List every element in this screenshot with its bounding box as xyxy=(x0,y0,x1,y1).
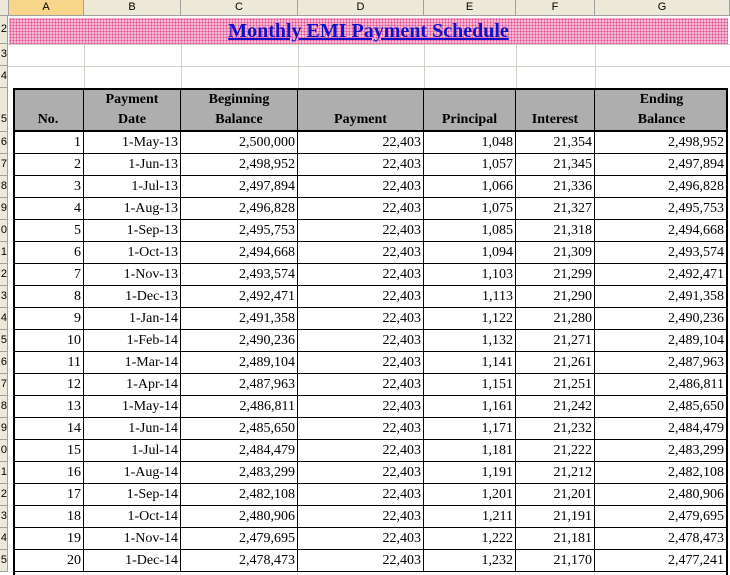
cell-principal[interactable]: 1,211 xyxy=(424,506,516,528)
cell-principal[interactable]: 1,181 xyxy=(424,440,516,462)
cell-payment[interactable]: 22,403 xyxy=(298,440,424,462)
cell-principal[interactable]: 1,066 xyxy=(424,176,516,198)
cell-beginning-balance[interactable]: 2,478,473 xyxy=(181,550,298,572)
cell-beginning-balance[interactable]: 2,483,299 xyxy=(181,462,298,484)
cell-no[interactable]: 20 xyxy=(15,550,84,572)
cell-payment-date[interactable]: 1-Jun-14 xyxy=(84,418,181,440)
cell-principal[interactable]: 1,122 xyxy=(424,308,516,330)
cell-payment-date[interactable]: 1-Dec-13 xyxy=(84,286,181,308)
cell-payment[interactable]: 22,403 xyxy=(298,330,424,352)
cell-principal[interactable]: 1,075 xyxy=(424,198,516,220)
cell-no[interactable]: 5 xyxy=(15,220,84,242)
cell-ending-balance[interactable]: 2,497,894 xyxy=(595,154,726,176)
cell-ending-balance[interactable]: 2,486,811 xyxy=(595,374,726,396)
cell-beginning-balance[interactable]: 2,480,906 xyxy=(181,506,298,528)
cell-beginning-balance[interactable]: 2,496,828 xyxy=(181,198,298,220)
cell-principal[interactable]: 1,201 xyxy=(424,484,516,506)
cell-ending-balance[interactable]: 2,478,473 xyxy=(595,528,726,550)
cell-no[interactable]: 10 xyxy=(15,330,84,352)
cell-payment[interactable]: 22,403 xyxy=(298,484,424,506)
row-header[interactable]: 9 xyxy=(0,418,8,440)
header-line1: Ending xyxy=(639,92,684,107)
cell-no[interactable]: 7 xyxy=(15,264,84,286)
cell-beginning-balance[interactable]: 2,482,108 xyxy=(181,484,298,506)
col-header-e[interactable]: E xyxy=(424,0,516,16)
cell-no[interactable]: 9 xyxy=(15,308,84,330)
cell-payment[interactable]: 22,403 xyxy=(298,264,424,286)
cell-no[interactable]: 14 xyxy=(15,418,84,440)
header-line2: Payment xyxy=(334,112,387,127)
cell-ending-balance[interactable]: 2,489,104 xyxy=(595,330,726,352)
cell-beginning-balance[interactable]: 2,486,811 xyxy=(181,396,298,418)
cell-interest[interactable]: 21,354 xyxy=(516,132,595,154)
header-line2: Date xyxy=(118,112,146,127)
cell-payment-date[interactable]: 1-Sep-13 xyxy=(84,220,181,242)
row-header[interactable]: 7 xyxy=(0,154,8,176)
cell-no[interactable]: 16 xyxy=(15,462,84,484)
cell-payment-date[interactable]: 1-Sep-14 xyxy=(84,484,181,506)
cell-payment[interactable]: 22,403 xyxy=(298,198,424,220)
cell-interest[interactable]: 21,201 xyxy=(516,484,595,506)
cell-payment-date[interactable]: 1-Oct-14 xyxy=(84,506,181,528)
col-header-d[interactable]: D xyxy=(298,0,424,16)
row-header[interactable]: 6 xyxy=(0,352,8,374)
cell-ending-balance[interactable]: 2,483,299 xyxy=(595,440,726,462)
cell-payment[interactable]: 22,403 xyxy=(298,506,424,528)
cell-interest[interactable]: 21,181 xyxy=(516,528,595,550)
cell-ending-balance[interactable]: 2,491,358 xyxy=(595,286,726,308)
cell-ending-balance[interactable]: 2,479,695 xyxy=(595,506,726,528)
cell-interest[interactable]: 21,309 xyxy=(516,242,595,264)
cell-payment-date[interactable]: 1-Jun-13 xyxy=(84,154,181,176)
row-header[interactable]: 4 xyxy=(0,66,8,88)
col-header-a[interactable]: A xyxy=(9,0,84,16)
cell-payment-date[interactable]: 1-Mar-14 xyxy=(84,352,181,374)
cell-payment-date[interactable]: 1-Jul-14 xyxy=(84,440,181,462)
cell-interest[interactable]: 21,222 xyxy=(516,440,595,462)
header-no[interactable] xyxy=(13,88,84,132)
cell-principal[interactable]: 1,191 xyxy=(424,462,516,484)
header-line2: Principal xyxy=(441,112,498,127)
row-header[interactable]: 2 xyxy=(0,264,8,286)
cell-payment[interactable]: 22,403 xyxy=(298,132,424,154)
cell-beginning-balance[interactable]: 2,489,104 xyxy=(181,352,298,374)
cell-interest[interactable]: 21,261 xyxy=(516,352,595,374)
cell-principal[interactable]: 1,171 xyxy=(424,418,516,440)
cell-no[interactable]: 17 xyxy=(15,484,84,506)
cell-beginning-balance[interactable]: 2,485,650 xyxy=(181,418,298,440)
row-header[interactable]: 7 xyxy=(0,374,8,396)
cell-payment[interactable]: 22,403 xyxy=(298,396,424,418)
cell-beginning-balance[interactable]: 2,484,479 xyxy=(181,440,298,462)
cell-no[interactable]: 18 xyxy=(15,506,84,528)
row-header[interactable]: 4 xyxy=(0,308,8,330)
col-header-c[interactable]: C xyxy=(181,0,298,16)
cell-interest[interactable]: 21,327 xyxy=(516,198,595,220)
row-header[interactable]: 6 xyxy=(0,132,8,154)
row-header[interactable]: 2 xyxy=(0,484,8,506)
cell-beginning-balance[interactable]: 2,491,358 xyxy=(181,308,298,330)
cell-interest[interactable]: 21,271 xyxy=(516,330,595,352)
cell-ending-balance[interactable]: 2,485,650 xyxy=(595,396,726,418)
cell-payment-date[interactable]: 1-May-14 xyxy=(84,396,181,418)
cell-interest[interactable]: 21,290 xyxy=(516,286,595,308)
cell-ending-balance[interactable]: 2,477,241 xyxy=(595,550,726,572)
cell-payment-date[interactable]: 1-Aug-13 xyxy=(84,198,181,220)
cell-payment-date[interactable]: 1-Aug-14 xyxy=(84,462,181,484)
header-line2: Balance xyxy=(637,112,686,127)
cell-beginning-balance[interactable]: 2,495,753 xyxy=(181,220,298,242)
header-beginning-balance[interactable] xyxy=(181,88,298,132)
row-header[interactable]: 9 xyxy=(0,198,8,220)
header-principal[interactable] xyxy=(424,88,516,132)
row-header[interactable]: 1 xyxy=(0,462,8,484)
header-line2: No. xyxy=(37,112,59,127)
cell-beginning-balance[interactable]: 2,498,952 xyxy=(181,154,298,176)
cell-payment-date[interactable]: 1-Feb-14 xyxy=(84,330,181,352)
cell-no[interactable]: 3 xyxy=(15,176,84,198)
cell-payment[interactable]: 22,403 xyxy=(298,352,424,374)
cell-principal[interactable]: 1,132 xyxy=(424,330,516,352)
cell-ending-balance[interactable]: 2,496,828 xyxy=(595,176,726,198)
cell-payment[interactable]: 22,403 xyxy=(298,528,424,550)
cell-ending-balance[interactable]: 2,480,906 xyxy=(595,484,726,506)
row-header[interactable]: 3 xyxy=(0,44,8,66)
cell-payment[interactable]: 22,403 xyxy=(298,242,424,264)
cell-principal[interactable]: 1,232 xyxy=(424,550,516,572)
row-header[interactable]: 5 xyxy=(0,550,8,572)
cell-interest[interactable]: 21,280 xyxy=(516,308,595,330)
row-header[interactable]: 5 xyxy=(0,330,8,352)
row-header[interactable]: 2 xyxy=(0,16,8,44)
cell-payment[interactable]: 22,403 xyxy=(298,374,424,396)
header-line2: Interest xyxy=(531,112,579,127)
col-header-b[interactable]: B xyxy=(84,0,181,16)
cell-no[interactable]: 13 xyxy=(15,396,84,418)
cell-interest[interactable]: 21,191 xyxy=(516,506,595,528)
cell-ending-balance[interactable]: 2,484,479 xyxy=(595,418,726,440)
header-line1: Beginning xyxy=(208,92,270,107)
cell-no[interactable]: 11 xyxy=(15,352,84,374)
cell-interest[interactable]: 21,212 xyxy=(516,462,595,484)
cell-no[interactable]: 15 xyxy=(15,440,84,462)
cell-principal[interactable]: 1,161 xyxy=(424,396,516,418)
cell-beginning-balance[interactable]: 2,500,000 xyxy=(181,132,298,154)
cell-payment-date[interactable]: 1-Apr-14 xyxy=(84,374,181,396)
header-line2: Balance xyxy=(215,112,263,127)
page-title[interactable]: Monthly EMI Payment Schedule xyxy=(228,20,509,42)
header-interest[interactable] xyxy=(516,88,595,132)
cell-principal[interactable]: 1,057 xyxy=(424,154,516,176)
cell-principal[interactable]: 1,094 xyxy=(424,242,516,264)
cell-principal[interactable]: 1,222 xyxy=(424,528,516,550)
row-header[interactable]: 1 xyxy=(0,242,8,264)
corner-select-all[interactable] xyxy=(0,0,9,16)
cell-payment-date[interactable]: 1-Jul-13 xyxy=(84,176,181,198)
row-header[interactable]: 8 xyxy=(0,396,8,418)
cell-payment[interactable]: 22,403 xyxy=(298,550,424,572)
cell-interest[interactable]: 21,170 xyxy=(516,550,595,572)
cell-beginning-balance[interactable]: 2,494,668 xyxy=(181,242,298,264)
cell-interest[interactable]: 21,251 xyxy=(516,374,595,396)
cell-payment-date[interactable]: 1-Nov-14 xyxy=(84,528,181,550)
cell-principal[interactable]: 1,085 xyxy=(424,220,516,242)
cell-payment[interactable]: 22,403 xyxy=(298,308,424,330)
cell-beginning-balance[interactable]: 2,490,236 xyxy=(181,330,298,352)
cell-interest[interactable]: 21,299 xyxy=(516,264,595,286)
row-header[interactable]: 5 xyxy=(0,88,8,132)
header-payment-date[interactable] xyxy=(84,88,181,132)
cell-ending-balance[interactable]: 2,487,963 xyxy=(595,352,726,374)
row-header[interactable]: 3 xyxy=(0,506,8,528)
cell-payment-date[interactable]: 1-May-13 xyxy=(84,132,181,154)
cell-interest[interactable]: 21,336 xyxy=(516,176,595,198)
cell-ending-balance[interactable]: 2,490,236 xyxy=(595,308,726,330)
cell-payment[interactable]: 22,403 xyxy=(298,154,424,176)
cell-beginning-balance[interactable]: 2,492,471 xyxy=(181,286,298,308)
row-header[interactable]: 4 xyxy=(0,528,8,550)
cell-principal[interactable]: 1,048 xyxy=(424,132,516,154)
header-ending-balance[interactable] xyxy=(595,88,728,132)
cell-ending-balance[interactable]: 2,494,668 xyxy=(595,220,726,242)
cell-payment-date[interactable]: 1-Dec-14 xyxy=(84,550,181,572)
cell-payment-date[interactable]: 1-Jan-14 xyxy=(84,308,181,330)
header-payment[interactable] xyxy=(298,88,424,132)
cell-principal[interactable]: 1,151 xyxy=(424,374,516,396)
cell-ending-balance[interactable]: 2,492,471 xyxy=(595,264,726,286)
cell-no[interactable]: 1 xyxy=(15,132,84,154)
row-header[interactable]: 0 xyxy=(0,220,8,242)
cell-principal[interactable]: 1,141 xyxy=(424,352,516,374)
col-header-f[interactable]: F xyxy=(516,0,595,16)
cell-interest[interactable]: 21,242 xyxy=(516,396,595,418)
cell-beginning-balance[interactable]: 2,479,695 xyxy=(181,528,298,550)
cell-payment-date[interactable]: 1-Nov-13 xyxy=(84,264,181,286)
cell-interest[interactable]: 21,345 xyxy=(516,154,595,176)
cell-principal[interactable]: 1,113 xyxy=(424,286,516,308)
cell-no[interactable]: 2 xyxy=(15,154,84,176)
row-header[interactable]: 8 xyxy=(0,176,8,198)
row-header[interactable]: 3 xyxy=(0,286,8,308)
cell-beginning-balance[interactable]: 2,487,963 xyxy=(181,374,298,396)
cell-payment-date[interactable]: 1-Oct-13 xyxy=(84,242,181,264)
cell-ending-balance[interactable]: 2,493,574 xyxy=(595,242,726,264)
cell-no[interactable]: 12 xyxy=(15,374,84,396)
cell-no[interactable]: 6 xyxy=(15,242,84,264)
cell-beginning-balance[interactable]: 2,497,894 xyxy=(181,176,298,198)
cell-no[interactable]: 8 xyxy=(15,286,84,308)
cell-no[interactable]: 4 xyxy=(15,198,84,220)
header-line1: Payment xyxy=(105,92,159,107)
cell-payment[interactable]: 22,403 xyxy=(298,286,424,308)
cell-ending-balance[interactable]: 2,482,108 xyxy=(595,462,726,484)
row-header[interactable]: 0 xyxy=(0,440,8,462)
col-header-g[interactable]: G xyxy=(595,0,730,16)
cell-interest[interactable]: 21,318 xyxy=(516,220,595,242)
cell-ending-balance[interactable]: 2,495,753 xyxy=(595,198,726,220)
cell-ending-balance[interactable]: 2,498,952 xyxy=(595,132,726,154)
cell-payment[interactable]: 22,403 xyxy=(298,176,424,198)
cell-payment[interactable]: 22,403 xyxy=(298,220,424,242)
cell-principal[interactable]: 1,103 xyxy=(424,264,516,286)
cell-beginning-balance[interactable]: 2,493,574 xyxy=(181,264,298,286)
cell-interest[interactable]: 21,232 xyxy=(516,418,595,440)
cell-payment[interactable]: 22,403 xyxy=(298,418,424,440)
cell-payment[interactable]: 22,403 xyxy=(298,462,424,484)
cell-no[interactable]: 19 xyxy=(15,528,84,550)
